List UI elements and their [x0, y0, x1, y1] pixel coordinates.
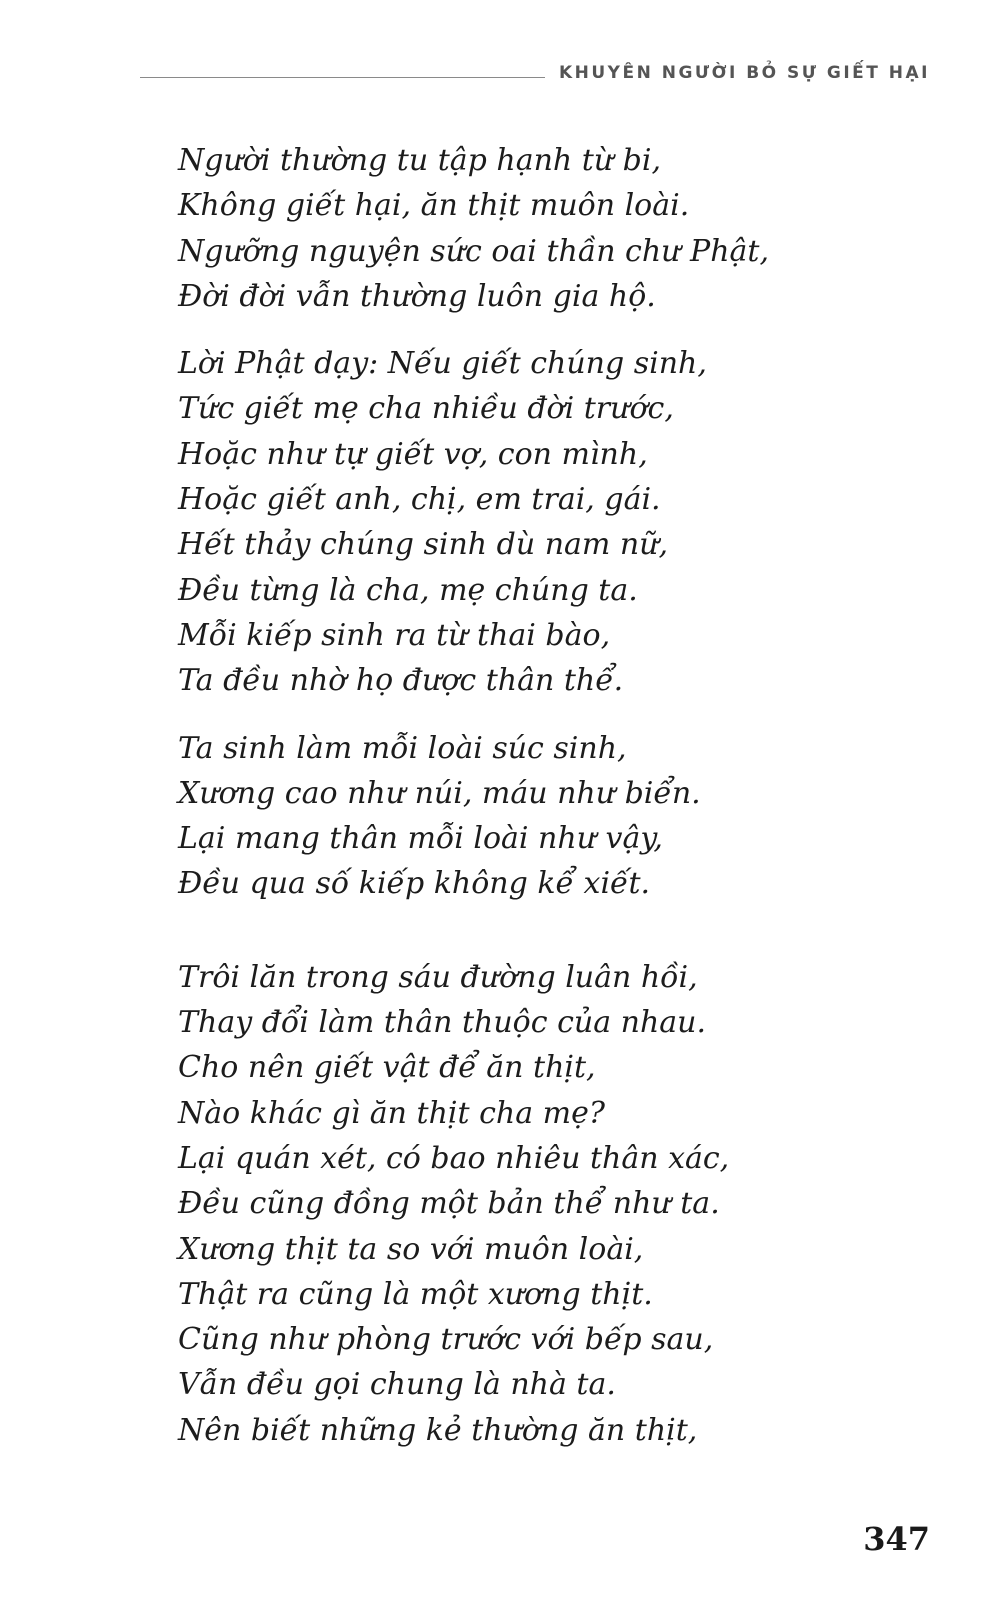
verse-line: Xương thịt ta so với muôn loài, [178, 1231, 644, 1267]
page-number: 347 [863, 1520, 930, 1558]
verse-line: Xương cao như núi, máu như biển. [178, 775, 701, 811]
verse-line: Đời đời vẫn thường luôn gia hộ. [178, 278, 656, 314]
stanza-4 [178, 955, 938, 1453]
verse-line: Hoặc như tự giết vợ, con mình, [178, 436, 648, 472]
verse-line: Đều cũng đồng một bản thể như ta. [178, 1186, 720, 1222]
verse-line: Thật ra cũng là một xương thịt. [178, 1276, 653, 1312]
verse-line: Tức giết mẹ cha nhiều đời trước, [178, 391, 674, 427]
verse-line: Trôi lăn trong sáu đường luân hồi, [178, 959, 698, 995]
verse-line: Mỗi kiếp sinh ra từ thai bào, [178, 617, 611, 653]
verse-line: Cho nên giết vật để ăn thịt, [178, 1050, 596, 1086]
verse-line: Hết thảy chúng sinh dù nam nữ, [178, 527, 669, 563]
verse-line: Thay đổi làm thân thuộc của nhau. [178, 1005, 707, 1041]
verse-line: Nào khác gì ăn thịt cha mẹ? [178, 1095, 605, 1131]
verse-line: Không giết hại, ăn thịt muôn loài. [178, 188, 690, 224]
verse-line: Ta đều nhờ họ được thân thể. [178, 663, 624, 699]
verse-line: Nên biết những kẻ thường ăn thịt, [178, 1412, 698, 1448]
verse-line: Lại mang thân mỗi loài như vậy, [178, 821, 663, 857]
verse-line: Đều qua số kiếp không kể xiết. [178, 866, 651, 902]
verse-line: Hoặc giết anh, chị, em trai, gái. [178, 482, 661, 518]
stanza-3 [178, 726, 938, 907]
running-header [140, 58, 930, 88]
stanza-1 [178, 138, 938, 319]
header-rule [140, 77, 545, 78]
header-title: KHUYÊN NGƯỜI BỎ SỰ GIẾT HẠI [558, 63, 930, 83]
verse-line: Cũng như phòng trước với bếp sau, [178, 1322, 714, 1358]
verse-line: Đều từng là cha, mẹ chúng ta. [178, 572, 638, 608]
verse-line: Lại quán xét, có bao nhiêu thân xác, [178, 1140, 730, 1176]
verse-line: Người thường tu tập hạnh từ bi, [178, 143, 662, 178]
verse-line: Vẫn đều gọi chung là nhà ta. [178, 1367, 616, 1403]
stanza-2 [178, 341, 938, 703]
verse-line: Lời Phật dạy: Nếu giết chúng sinh, [178, 346, 707, 382]
verse-line: Ta sinh làm mỗi loài súc sinh, [178, 730, 627, 766]
verse-line: Ngưỡng nguyện sức oai thần chư Phật, [178, 233, 770, 269]
poem-body [178, 138, 938, 1453]
